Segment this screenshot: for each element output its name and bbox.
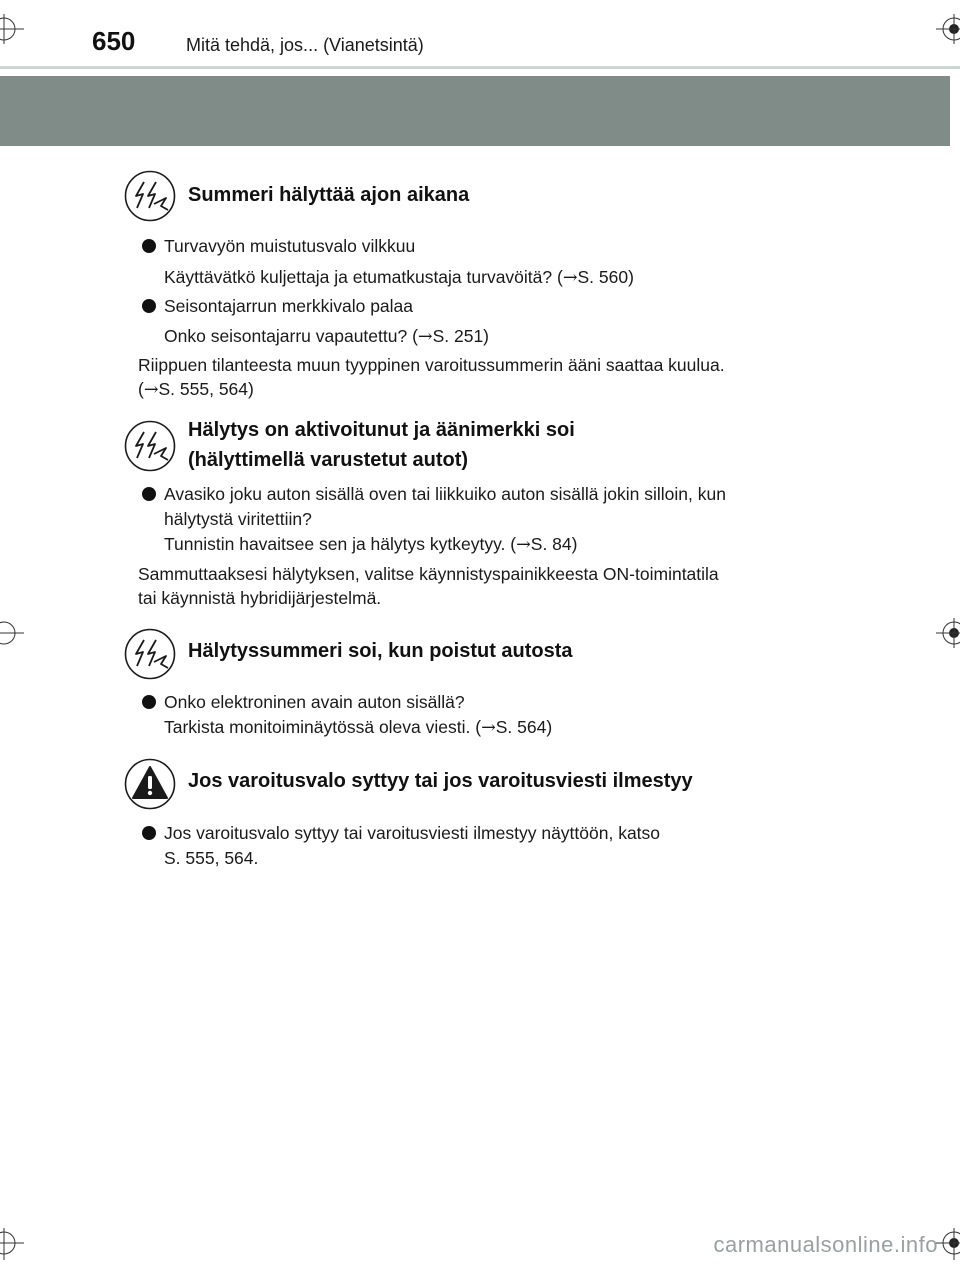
note-text: Riippuen tilanteesta muun tyyppinen varoitussummerin ääni saattaa kuulua. <box>138 355 725 375</box>
electrical-fault-icon <box>124 170 176 222</box>
reference-arrow-icon: → <box>481 718 496 738</box>
reference-arrow-icon: → <box>516 535 531 555</box>
section-heading: Hälytys on aktivoitunut ja äänimerkki soi <box>188 419 575 441</box>
bullet-icon <box>142 239 156 253</box>
section-heading: Summeri hälyttää ajon aikana <box>188 184 470 206</box>
bullet-icon <box>142 826 156 840</box>
page-header <box>0 0 960 150</box>
registration-mark-icon <box>926 616 960 650</box>
bullet-detail: Tunnistin havaitsee sen ja hälytys kytkeytyy. (→S. 84) <box>164 534 578 555</box>
bullet-title: Turvavyön muistutusvalo vilkkuu <box>164 236 416 256</box>
registration-mark-icon <box>0 1226 34 1260</box>
bullet-text: Onko elektroninen avain auton sisällä? <box>164 692 465 712</box>
note-text: (→S. 555, 564) <box>138 379 254 400</box>
section-heading: Hälytyssummeri soi, kun poistut autosta <box>188 640 573 662</box>
warning-triangle-icon <box>124 758 176 810</box>
bullet-detail: Käyttävätkö kuljettaja ja etumatkustaja turvavöitä? (→S. 560) <box>164 267 634 288</box>
reference-arrow-icon: → <box>417 327 433 347</box>
section-heading: (hälyttimellä varustetut autot) <box>188 449 469 471</box>
page-header-title: Mitä tehdä, jos... (Vianetsintä) <box>186 35 424 55</box>
watermark: carmanualsonline.info <box>713 1232 938 1257</box>
bullet-text: S. 555, 564. <box>164 848 259 868</box>
electrical-fault-icon <box>124 628 176 680</box>
bullet-text: hälytystä viritettiin? <box>164 509 312 529</box>
header-divider <box>0 66 960 69</box>
bullet-detail: Tarkista monitoiminäytössä oleva viesti. (→S. 564) <box>164 717 553 738</box>
bullet-icon <box>142 299 156 313</box>
header-band <box>0 76 950 146</box>
electrical-fault-icon <box>124 420 176 472</box>
note-text: tai käynnistä hybridijärjestelmä. <box>138 588 382 608</box>
registration-mark-icon <box>0 616 34 650</box>
bullet-icon <box>142 487 156 501</box>
page-number: 650 <box>92 26 136 56</box>
section-heading: Jos varoitusvalo syttyy tai jos varoitusviesti ilmestyy <box>188 770 693 792</box>
reference-arrow-icon: → <box>143 380 159 400</box>
reference-arrow-icon: → <box>562 268 578 288</box>
note-text: Sammuttaaksesi hälytyksen, valitse käynnistyspainikkeesta ON-toimintatila <box>138 564 719 584</box>
bullet-title: Seisontajarrun merkkivalo palaa <box>164 296 414 316</box>
bullet-detail: Onko seisontajarru vapautettu? (→S. 251) <box>164 326 490 347</box>
bullet-text: Jos varoitusvalo syttyy tai varoitusviesti ilmestyy näyttöön, katso <box>164 823 661 843</box>
bullet-text: Avasiko joku auton sisällä oven tai liikkuiko auton sisällä jokin silloin, kun <box>164 484 726 504</box>
bullet-icon <box>142 695 156 709</box>
